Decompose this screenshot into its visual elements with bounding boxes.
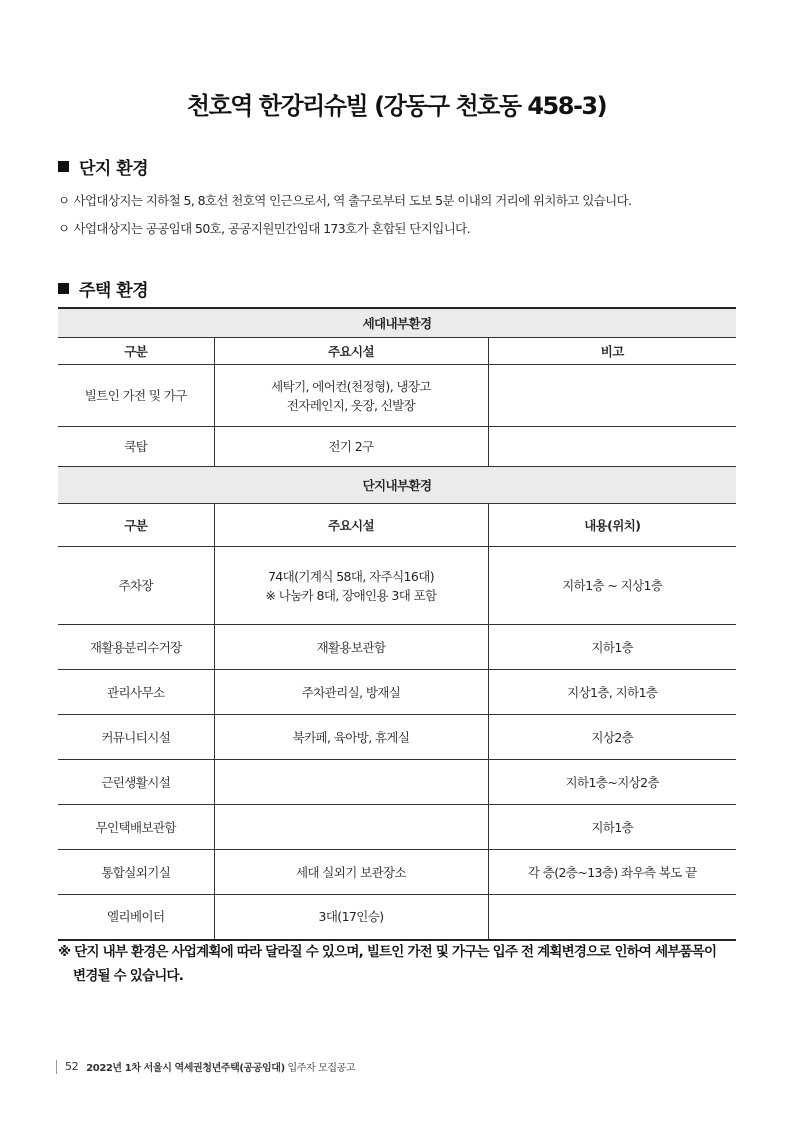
cell-facilities [214,670,488,715]
square-bullet-icon [58,283,69,294]
cell-category: 빌트인 가전 및 가구 [58,365,214,427]
cell-facilities [214,850,488,895]
cell-note [488,427,736,467]
cell-category: 근린생활시설 [58,760,214,805]
cell-facilities [214,760,488,805]
group-title: 세대내부환경 [58,308,736,338]
cell-note: 지하1층 ~ 지상1층 [488,547,736,625]
facility-line: 재활용보관함 [316,639,386,655]
table-row [58,427,736,467]
cell-facilities [214,715,488,760]
cell-note: 각 층(2층~13층) 좌우측 복도 끝 [488,850,736,895]
facility-line: 북카페, 육아방, 휴게실 [292,729,410,745]
column-header: 주요시설 [214,504,488,547]
cell-note: 지하1층 [488,805,736,850]
cell-facilities [214,427,488,467]
section-heading-housing [58,276,148,301]
complex-env-line-1: ㅇ 사업대상지는 지하철 5, 8호선 천호역 인근으로서, 역 출구로부터 도보 5분 이내의 거리에 위치하고 있습니다. [58,193,632,208]
cell-category: 주차장 [58,547,214,625]
cell-facilities [214,895,488,940]
group-title: 단지내부환경 [58,467,736,504]
cell-note: 지상2층 [488,715,736,760]
page-number: 52 [65,1060,79,1073]
footnote [58,940,748,988]
cell-note [488,365,736,427]
cell-category: 무인택배보관함 [58,805,214,850]
footer-divider [56,1060,57,1074]
footer-doc-subtitle: 입주자 모집공고 [287,1063,356,1074]
facility-line: 3대(17인승) [318,909,384,925]
column-header: 비고 [488,338,736,365]
column-header-row [58,504,736,547]
footnote-line-1: ※ 단지 내부 환경은 사업계획에 따라 달라질 수 있으며, 빌트인 가전 및 가구는 입주 전 계획변경으로 인하여 세부품목이 [58,944,717,960]
facility-line: 전자레인지, 옷장, 신발장 [286,397,416,413]
section-heading-label: 주택 환경 [79,281,149,301]
footnote-line-2: 변경될 수 있습니다. [73,968,184,984]
facility-line: 74대(기계식 58대, 자주식16대) [267,568,435,584]
footer-doc-title: 2022년 1차 서울시 역세권청년주택(공공임대) [86,1063,285,1074]
group-header-row [58,308,736,338]
cell-facilities [214,365,488,427]
column-header: 주요시설 [214,338,488,365]
table-row [58,547,736,625]
table-row [58,670,736,715]
facility-line: 주차관리실, 방재실 [301,684,401,700]
circle-bullet-icon: ㅇ [58,193,70,208]
cell-facilities [214,805,488,850]
cell-note: 지하1층~지상2층 [488,760,736,805]
housing-environment-table [58,307,736,941]
table-row [58,895,736,940]
cell-category: 쿡탑 [58,427,214,467]
column-header: 내용(위치) [488,504,736,547]
facility-line: 세대 실외기 보관장소 [295,864,407,880]
cell-note: 지상1층, 지하1층 [488,670,736,715]
table-row [58,365,736,427]
cell-category: 관리사무소 [58,670,214,715]
column-header-row [58,338,736,365]
square-bullet-icon [58,161,69,172]
page-footer [56,1059,355,1074]
table-row [58,715,736,760]
section-heading-complex [58,154,148,179]
column-header: 구분 [58,504,214,547]
cell-category: 엘리베이터 [58,895,214,940]
facility-line: 세탁기, 에어컨(천정형), 냉장고 [271,378,431,394]
page-title: 천호역 한강리슈빌 (강동구 천호동 458-3) [186,92,607,120]
table-row [58,805,736,850]
cell-note [488,895,736,940]
cell-facilities [214,625,488,670]
cell-category: 커뮤니티시설 [58,715,214,760]
group-header-row [58,467,736,504]
facility-line: ※ 나눔카 8대, 장애인용 3대 포함 [265,587,437,603]
table-row [58,850,736,895]
facility-line: 전기 2구 [328,439,374,454]
section-heading-label: 단지 환경 [79,159,149,179]
column-header: 구분 [58,338,214,365]
circle-bullet-icon: ㅇ [58,221,70,236]
table-row [58,760,736,805]
table-row [58,625,736,670]
cell-facilities [214,547,488,625]
cell-note: 지하1층 [488,625,736,670]
complex-env-line-2: ㅇ 사업대상지는 공공임대 50호, 공공지원민간임대 173호가 혼합된 단지입니다. [58,221,471,236]
cell-category: 재활용분리수거장 [58,625,214,670]
cell-category: 통합실외기실 [58,850,214,895]
